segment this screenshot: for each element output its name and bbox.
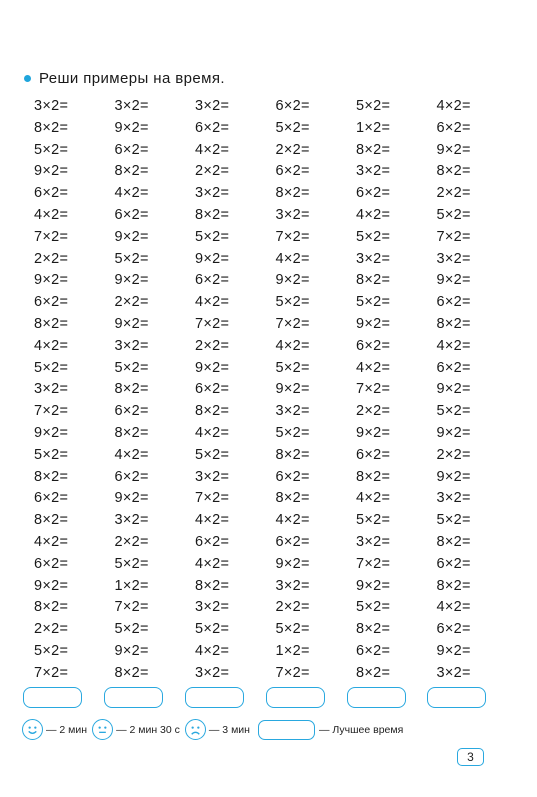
problem-item: 9×2= bbox=[195, 359, 230, 376]
problem-item: 6×2= bbox=[436, 621, 471, 638]
problem-item: 6×2= bbox=[356, 185, 391, 202]
problem-item: 2×2= bbox=[275, 141, 310, 158]
time-legend bbox=[22, 719, 403, 740]
problem-item: 8×2= bbox=[195, 403, 230, 420]
happy-face-icon bbox=[22, 719, 43, 740]
problem-item: 4×2= bbox=[195, 555, 230, 572]
problem-item: 2×2= bbox=[195, 163, 230, 180]
problem-item: 9×2= bbox=[436, 468, 471, 485]
best-time-box[interactable] bbox=[258, 720, 315, 740]
problem-item: 3×2= bbox=[114, 512, 149, 529]
problem-item: 7×2= bbox=[114, 599, 149, 616]
problem-item: 6×2= bbox=[195, 272, 230, 289]
problem-item: 3×2= bbox=[195, 468, 230, 485]
problem-item: 5×2= bbox=[275, 424, 310, 441]
problem-item: 4×2= bbox=[34, 337, 69, 354]
problem-item: 9×2= bbox=[436, 381, 471, 398]
problem-item: 6×2= bbox=[275, 468, 310, 485]
problem-item: 9×2= bbox=[114, 228, 149, 245]
problem-item: 5×2= bbox=[356, 512, 391, 529]
problem-item: 7×2= bbox=[195, 490, 230, 507]
problem-item: 8×2= bbox=[114, 381, 149, 398]
problem-item: 6×2= bbox=[275, 163, 310, 180]
problem-item: 4×2= bbox=[34, 206, 69, 223]
problem-item: 4×2= bbox=[34, 533, 69, 550]
problem-item: 9×2= bbox=[275, 555, 310, 572]
problem-item: 5×2= bbox=[275, 621, 310, 638]
problem-item: 4×2= bbox=[114, 446, 149, 463]
problem-item: 6×2= bbox=[114, 141, 149, 158]
answer-boxes-row bbox=[23, 687, 508, 708]
answer-box[interactable] bbox=[347, 687, 406, 708]
problem-item: 5×2= bbox=[356, 599, 391, 616]
problem-item: 4×2= bbox=[195, 294, 230, 311]
problem-item: 9×2= bbox=[356, 577, 391, 594]
problem-item: 2×2= bbox=[356, 403, 391, 420]
problem-item: 6×2= bbox=[114, 403, 149, 420]
problem-item: 2×2= bbox=[436, 185, 471, 202]
problem-item: 2×2= bbox=[195, 337, 230, 354]
neutral-time-label: — 2 мин 30 с bbox=[116, 723, 180, 736]
problem-item: 8×2= bbox=[114, 163, 149, 180]
problem-item: 9×2= bbox=[356, 315, 391, 332]
problem-item: 4×2= bbox=[356, 359, 391, 376]
problem-item: 9×2= bbox=[34, 424, 69, 441]
problem-item: 4×2= bbox=[436, 98, 471, 114]
problem-item: 6×2= bbox=[34, 294, 69, 311]
problem-item: 8×2= bbox=[275, 446, 310, 463]
problem-item: 5×2= bbox=[275, 294, 310, 311]
problem-item: 9×2= bbox=[114, 119, 149, 136]
bullet-icon bbox=[24, 75, 31, 82]
problem-item: 6×2= bbox=[34, 490, 69, 507]
problem-item: 4×2= bbox=[356, 206, 391, 223]
problem-item: 5×2= bbox=[114, 621, 149, 638]
problem-item: 9×2= bbox=[436, 272, 471, 289]
problem-item: 9×2= bbox=[275, 272, 310, 289]
problem-item: 6×2= bbox=[34, 185, 69, 202]
problem-item: 5×2= bbox=[356, 228, 391, 245]
problem-item: 3×2= bbox=[34, 381, 69, 398]
problem-item: 4×2= bbox=[436, 599, 471, 616]
problem-item: 9×2= bbox=[114, 272, 149, 289]
problem-item: 6×2= bbox=[275, 533, 310, 550]
problem-item: 3×2= bbox=[356, 533, 391, 550]
problem-item: 2×2= bbox=[275, 599, 310, 616]
problem-item: 6×2= bbox=[356, 446, 391, 463]
problem-item: 8×2= bbox=[114, 664, 149, 681]
problem-item: 6×2= bbox=[356, 642, 391, 659]
problem-item: 9×2= bbox=[436, 642, 471, 659]
problem-item: 5×2= bbox=[34, 642, 69, 659]
problem-item: 7×2= bbox=[356, 555, 391, 572]
problem-item: 3×2= bbox=[275, 403, 310, 420]
problem-item: 9×2= bbox=[34, 272, 69, 289]
problem-item: 6×2= bbox=[356, 337, 391, 354]
problem-item: 8×2= bbox=[34, 512, 69, 529]
problem-item: 4×2= bbox=[114, 185, 149, 202]
problem-item: 7×2= bbox=[275, 228, 310, 245]
answer-box[interactable] bbox=[23, 687, 82, 708]
problem-item: 6×2= bbox=[436, 119, 471, 136]
problem-item: 8×2= bbox=[356, 664, 391, 681]
problem-item: 5×2= bbox=[356, 294, 391, 311]
problem-item: 1×2= bbox=[114, 577, 149, 594]
problem-item: 2×2= bbox=[114, 294, 149, 311]
problems-grid bbox=[34, 96, 517, 685]
problem-item: 9×2= bbox=[436, 141, 471, 158]
problem-item: 2×2= bbox=[114, 533, 149, 550]
problem-item: 4×2= bbox=[275, 250, 310, 267]
problem-item: 8×2= bbox=[356, 468, 391, 485]
problem-item: 3×2= bbox=[436, 490, 471, 507]
problem-item: 6×2= bbox=[436, 359, 471, 376]
problem-item: 4×2= bbox=[356, 490, 391, 507]
problem-item: 3×2= bbox=[114, 98, 149, 114]
problem-item: 6×2= bbox=[114, 468, 149, 485]
problem-item: 7×2= bbox=[195, 315, 230, 332]
problem-item: 3×2= bbox=[356, 250, 391, 267]
problem-item: 6×2= bbox=[436, 555, 471, 572]
problem-item: 8×2= bbox=[436, 163, 471, 180]
instruction-text: Реши примеры на время. bbox=[39, 70, 225, 87]
problem-item: 6×2= bbox=[34, 555, 69, 572]
problem-item: 3×2= bbox=[275, 577, 310, 594]
problem-item: 8×2= bbox=[436, 315, 471, 332]
problem-item: 8×2= bbox=[34, 599, 69, 616]
answer-box[interactable] bbox=[104, 687, 163, 708]
problem-item: 1×2= bbox=[275, 642, 310, 659]
problem-item: 3×2= bbox=[275, 206, 310, 223]
problem-item: 8×2= bbox=[195, 577, 230, 594]
problem-item: 4×2= bbox=[275, 337, 310, 354]
problem-item: 9×2= bbox=[356, 424, 391, 441]
problem-item: 9×2= bbox=[436, 424, 471, 441]
problem-item: 8×2= bbox=[275, 185, 310, 202]
problem-item: 5×2= bbox=[34, 141, 69, 158]
problem-item: 8×2= bbox=[34, 315, 69, 332]
problem-item: 6×2= bbox=[275, 98, 310, 114]
problem-item: 5×2= bbox=[114, 555, 149, 572]
sad-face-icon bbox=[185, 719, 206, 740]
problem-item: 2×2= bbox=[436, 446, 471, 463]
problem-item: 8×2= bbox=[275, 490, 310, 507]
problem-item: 7×2= bbox=[275, 664, 310, 681]
happy-time-label: — 2 мин bbox=[46, 723, 88, 736]
neutral-face-icon bbox=[92, 719, 113, 740]
problem-item: 4×2= bbox=[275, 512, 310, 529]
problem-item: 7×2= bbox=[34, 403, 69, 420]
problem-item: 5×2= bbox=[195, 621, 230, 638]
problem-item: 9×2= bbox=[34, 163, 69, 180]
problem-item: 8×2= bbox=[195, 206, 230, 223]
problem-item: 2×2= bbox=[34, 621, 69, 638]
problem-item: 6×2= bbox=[195, 533, 230, 550]
problem-item: 3×2= bbox=[436, 250, 471, 267]
problem-item: 3×2= bbox=[114, 337, 149, 354]
problem-item: 5×2= bbox=[275, 119, 310, 136]
problem-item: 5×2= bbox=[195, 228, 230, 245]
problem-item: 8×2= bbox=[34, 119, 69, 136]
problem-item: 2×2= bbox=[34, 250, 69, 267]
problem-item: 5×2= bbox=[275, 359, 310, 376]
sad-time-label: — 3 мин bbox=[208, 723, 250, 736]
problem-item: 1×2= bbox=[356, 119, 391, 136]
problem-item: 6×2= bbox=[195, 119, 230, 136]
problem-item: 5×2= bbox=[195, 446, 230, 463]
problem-item: 4×2= bbox=[436, 337, 471, 354]
problem-item: 6×2= bbox=[436, 294, 471, 311]
problem-item: 7×2= bbox=[436, 228, 471, 245]
problem-item: 6×2= bbox=[114, 206, 149, 223]
problem-item: 9×2= bbox=[114, 490, 149, 507]
problem-item: 9×2= bbox=[195, 250, 230, 267]
problem-item: 8×2= bbox=[436, 533, 471, 550]
problem-item: 8×2= bbox=[356, 621, 391, 638]
problem-item: 3×2= bbox=[34, 98, 69, 114]
problem-item: 4×2= bbox=[195, 424, 230, 441]
problem-item: 3×2= bbox=[195, 185, 230, 202]
problem-item: 9×2= bbox=[114, 315, 149, 332]
problem-item: 5×2= bbox=[34, 359, 69, 376]
problem-item: 9×2= bbox=[34, 577, 69, 594]
problem-item: 7×2= bbox=[34, 664, 69, 681]
problem-item: 5×2= bbox=[436, 512, 471, 529]
problem-item: 4×2= bbox=[195, 642, 230, 659]
problem-item: 8×2= bbox=[356, 272, 391, 289]
problem-item: 8×2= bbox=[436, 577, 471, 594]
problem-item: 4×2= bbox=[195, 141, 230, 158]
task-instruction bbox=[24, 70, 225, 87]
answer-box[interactable] bbox=[427, 687, 486, 708]
problem-item: 7×2= bbox=[34, 228, 69, 245]
problem-item: 3×2= bbox=[436, 664, 471, 681]
best-time-label: — Лучшее время bbox=[318, 723, 404, 736]
problem-item: 5×2= bbox=[356, 98, 391, 114]
problem-item: 8×2= bbox=[356, 141, 391, 158]
problem-item: 4×2= bbox=[195, 512, 230, 529]
problem-item: 8×2= bbox=[34, 468, 69, 485]
problem-item: 3×2= bbox=[356, 163, 391, 180]
problem-item: 5×2= bbox=[114, 250, 149, 267]
problem-item: 8×2= bbox=[114, 424, 149, 441]
answer-box[interactable] bbox=[266, 687, 325, 708]
problem-item: 3×2= bbox=[195, 664, 230, 681]
problem-item: 7×2= bbox=[356, 381, 391, 398]
problem-item: 5×2= bbox=[436, 403, 471, 420]
answer-box[interactable] bbox=[185, 687, 244, 708]
problem-item: 5×2= bbox=[34, 446, 69, 463]
problem-item: 5×2= bbox=[114, 359, 149, 376]
page-number: 3 bbox=[457, 748, 484, 766]
problem-item: 9×2= bbox=[114, 642, 149, 659]
problem-item: 3×2= bbox=[195, 98, 230, 114]
problem-item: 7×2= bbox=[275, 315, 310, 332]
problem-item: 5×2= bbox=[436, 206, 471, 223]
problem-item: 9×2= bbox=[275, 381, 310, 398]
problem-item: 6×2= bbox=[195, 381, 230, 398]
problem-item: 3×2= bbox=[195, 599, 230, 616]
